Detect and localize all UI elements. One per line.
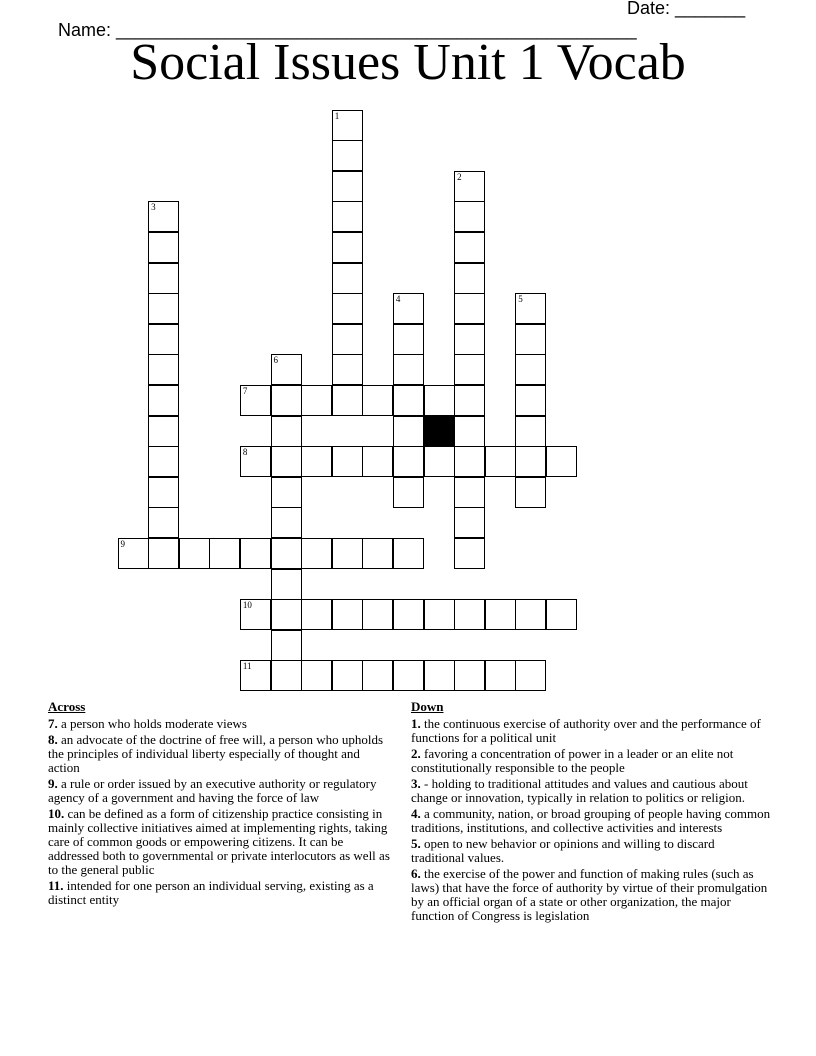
crossword-cell[interactable] bbox=[393, 385, 424, 416]
crossword-cell[interactable] bbox=[240, 599, 271, 630]
crossword-cell[interactable] bbox=[393, 599, 424, 630]
clue-number: 2 bbox=[457, 171, 462, 182]
crossword-cell[interactable] bbox=[362, 385, 393, 416]
clue-text: the continuous exercise of authority over and the performance of functions for a political unit bbox=[411, 716, 761, 745]
clue-text: open to new behavior or opinions and willing to discard traditional values. bbox=[411, 836, 715, 865]
clue-number: 1. bbox=[411, 716, 421, 731]
crossword-cell[interactable] bbox=[332, 324, 363, 355]
crossword-cell[interactable] bbox=[515, 660, 546, 691]
date-field-label: Date: _______ bbox=[627, 0, 746, 18]
across-clue bbox=[48, 717, 393, 731]
crossword-cell[interactable] bbox=[515, 477, 546, 508]
crossword-cell[interactable] bbox=[454, 416, 485, 447]
down-clue-list bbox=[411, 717, 771, 923]
across-clue bbox=[48, 777, 393, 805]
crossword-cell[interactable] bbox=[209, 538, 240, 569]
down-clues bbox=[411, 700, 771, 925]
crossword-cell[interactable] bbox=[332, 385, 363, 416]
clue-number: 7. bbox=[48, 716, 58, 731]
crossword-cell[interactable] bbox=[454, 446, 485, 477]
clue-text: intended for one person an individual serving, existing as a distinct entity bbox=[48, 878, 374, 907]
crossword-cell[interactable] bbox=[515, 446, 546, 477]
crossword-cell[interactable] bbox=[454, 293, 485, 324]
crossword-cell[interactable] bbox=[454, 171, 485, 202]
crossword-cell[interactable] bbox=[362, 538, 393, 569]
down-clue bbox=[411, 807, 771, 835]
clue-number: 6. bbox=[411, 866, 421, 881]
clue-number: 3 bbox=[151, 202, 156, 213]
crossword-black-cell bbox=[424, 416, 455, 447]
clue-number: 2. bbox=[411, 746, 421, 761]
crossword-cell[interactable] bbox=[362, 660, 393, 691]
across-clue bbox=[48, 807, 393, 877]
across-clue-list bbox=[48, 717, 393, 907]
crossword-cell[interactable] bbox=[332, 538, 363, 569]
crossword-cell[interactable] bbox=[454, 599, 485, 630]
clue-number: 11 bbox=[242, 661, 252, 672]
crossword-cell[interactable] bbox=[515, 599, 546, 630]
crossword-cell[interactable] bbox=[515, 416, 546, 447]
clue-number: 11. bbox=[48, 878, 64, 893]
across-heading: Across bbox=[48, 699, 86, 714]
crossword-cell[interactable] bbox=[332, 263, 363, 294]
crossword-cell[interactable] bbox=[454, 477, 485, 508]
crossword-cell[interactable] bbox=[301, 660, 332, 691]
crossword-cell[interactable] bbox=[424, 446, 455, 477]
clue-number: 8 bbox=[242, 447, 248, 458]
crossword-cell[interactable] bbox=[271, 569, 302, 600]
crossword-cell[interactable] bbox=[271, 446, 302, 477]
crossword-cell[interactable] bbox=[332, 293, 363, 324]
page-title: Social Issues Unit 1 Vocab bbox=[130, 34, 686, 91]
crossword-cell[interactable] bbox=[301, 599, 332, 630]
crossword-cell[interactable] bbox=[546, 446, 577, 477]
crossword-cell[interactable] bbox=[454, 232, 485, 263]
crossword-cell[interactable] bbox=[301, 385, 332, 416]
clue-number: 9 bbox=[120, 538, 125, 549]
crossword-cell[interactable] bbox=[393, 446, 424, 477]
crossword-cell[interactable] bbox=[424, 599, 455, 630]
crossword-cell[interactable] bbox=[148, 324, 179, 355]
crossword-cell[interactable] bbox=[362, 446, 393, 477]
crossword-cell[interactable] bbox=[393, 660, 424, 691]
across-clue bbox=[48, 733, 393, 775]
crossword-cell[interactable] bbox=[332, 171, 363, 202]
crossword-cell[interactable] bbox=[271, 354, 302, 385]
crossword-cell[interactable] bbox=[179, 538, 210, 569]
crossword-cell[interactable] bbox=[332, 354, 363, 385]
crossword-cell[interactable] bbox=[240, 385, 271, 416]
crossword-cell[interactable] bbox=[148, 354, 179, 385]
crossword-cell[interactable] bbox=[546, 599, 577, 630]
crossword-cell[interactable] bbox=[148, 416, 179, 447]
crossword-cell[interactable] bbox=[454, 660, 485, 691]
crossword-cell[interactable] bbox=[271, 416, 302, 447]
crossword-cell[interactable] bbox=[332, 140, 363, 171]
crossword-cell[interactable] bbox=[332, 201, 363, 232]
crossword-cell[interactable] bbox=[148, 446, 179, 477]
clue-text: favoring a concentration of power in a leader or an elite not constitutionally responsible to the people bbox=[411, 746, 734, 775]
crossword-cell[interactable] bbox=[515, 354, 546, 385]
crossword-cell[interactable] bbox=[271, 507, 302, 538]
crossword-cell[interactable] bbox=[515, 385, 546, 416]
crossword-cell[interactable] bbox=[240, 446, 271, 477]
clue-text: a community, nation, or broad grouping of people having common traditions, institutions, and collective activities and interests bbox=[411, 806, 771, 835]
crossword-cell[interactable] bbox=[148, 385, 179, 416]
down-clue bbox=[411, 867, 771, 923]
crossword-cell[interactable] bbox=[454, 201, 485, 232]
clue-text: a person who holds moderate views bbox=[57, 716, 247, 731]
crossword-cell[interactable] bbox=[271, 385, 302, 416]
crossword-cell[interactable] bbox=[332, 110, 363, 141]
crossword-cell[interactable] bbox=[393, 293, 424, 324]
down-heading: Down bbox=[411, 699, 444, 714]
crossword-cell[interactable] bbox=[424, 385, 455, 416]
down-clue bbox=[411, 777, 771, 805]
crossword-cell[interactable] bbox=[393, 324, 424, 355]
crossword-cell[interactable] bbox=[485, 660, 516, 691]
crossword-cell[interactable] bbox=[148, 201, 179, 232]
crossword-cell[interactable] bbox=[148, 507, 179, 538]
crossword-cell[interactable] bbox=[240, 538, 271, 569]
name-field-label: Name: ____________________________________________________ bbox=[58, 20, 637, 40]
crossword-cell[interactable] bbox=[454, 385, 485, 416]
clue-number: 1 bbox=[334, 110, 340, 121]
crossword-cell[interactable] bbox=[454, 324, 485, 355]
crossword-cell[interactable] bbox=[515, 324, 546, 355]
crossword-cell[interactable] bbox=[271, 630, 302, 661]
across-clue bbox=[48, 879, 393, 907]
clue-number: 8. bbox=[48, 732, 58, 747]
crossword-cell[interactable] bbox=[454, 538, 485, 569]
crossword-cell[interactable] bbox=[148, 293, 179, 324]
clue-text: - holding to traditional attitudes and values and cautious about change or innovation, typically in relation to politics or religion. bbox=[411, 776, 748, 805]
down-clue bbox=[411, 837, 771, 865]
down-clue bbox=[411, 717, 771, 745]
clue-number: 6 bbox=[273, 355, 278, 366]
crossword-cell[interactable] bbox=[271, 477, 302, 508]
clue-text: can be defined as a form of citizenship practice consisting in mainly collective initiatives aimed at implementing rights, taking care of common goods or empowering citizens. It can be addressed both to governmental or private interlocutors as well as to the general public bbox=[48, 806, 390, 877]
crossword-cell[interactable] bbox=[332, 446, 363, 477]
clue-text: an advocate of the doctrine of free will, a person who upholds the principles of individual liberty especially of thought and action bbox=[48, 732, 384, 775]
clue-text: a rule or order issued by an executive authority or regulatory agency of a government and having the force of law bbox=[48, 776, 377, 805]
crossword-cell[interactable] bbox=[362, 599, 393, 630]
crossword-cell[interactable] bbox=[332, 599, 363, 630]
crossword-cell[interactable] bbox=[485, 599, 516, 630]
crossword-cell[interactable] bbox=[148, 232, 179, 263]
crossword-cell[interactable] bbox=[424, 660, 455, 691]
crossword-cell[interactable] bbox=[148, 477, 179, 508]
clue-number: 3. bbox=[411, 776, 421, 791]
clue-number: 5 bbox=[518, 294, 523, 305]
clue-text: the exercise of the power and function of making rules (such as laws) that have the force of authority by virtue of their promulgation by an official organ of a state or other organization, the major function of Congress is legislation bbox=[411, 866, 768, 923]
crossword-cell[interactable] bbox=[393, 538, 424, 569]
crossword-cell[interactable] bbox=[271, 538, 302, 569]
crossword-cell[interactable] bbox=[485, 446, 516, 477]
crossword-cell[interactable] bbox=[332, 232, 363, 263]
clue-number: 4. bbox=[411, 806, 421, 821]
crossword-cell[interactable] bbox=[148, 538, 179, 569]
crossword-cell[interactable] bbox=[393, 354, 424, 385]
clue-number: 5. bbox=[411, 836, 421, 851]
crossword-cell[interactable] bbox=[148, 263, 179, 294]
crossword-cell[interactable] bbox=[454, 263, 485, 294]
crossword-cell[interactable] bbox=[454, 354, 485, 385]
crossword-cell[interactable] bbox=[454, 507, 485, 538]
across-clues bbox=[48, 700, 393, 909]
crossword-cell[interactable] bbox=[515, 293, 546, 324]
crossword-cell[interactable] bbox=[301, 538, 332, 569]
crossword-cell[interactable] bbox=[301, 446, 332, 477]
clue-number: 10. bbox=[48, 806, 65, 821]
clue-number: 7 bbox=[242, 385, 248, 396]
crossword-cell[interactable] bbox=[118, 538, 149, 569]
clue-number: 9. bbox=[48, 776, 58, 791]
crossword-cell[interactable] bbox=[271, 660, 302, 691]
crossword-cell[interactable] bbox=[271, 599, 302, 630]
crossword-cell[interactable] bbox=[393, 416, 424, 447]
crossword-cell[interactable] bbox=[393, 477, 424, 508]
crossword-cell[interactable] bbox=[240, 660, 271, 691]
clue-number: 4 bbox=[395, 294, 401, 305]
clue-number: 10 bbox=[242, 600, 252, 611]
down-clue bbox=[411, 747, 771, 775]
crossword-cell[interactable] bbox=[332, 660, 363, 691]
